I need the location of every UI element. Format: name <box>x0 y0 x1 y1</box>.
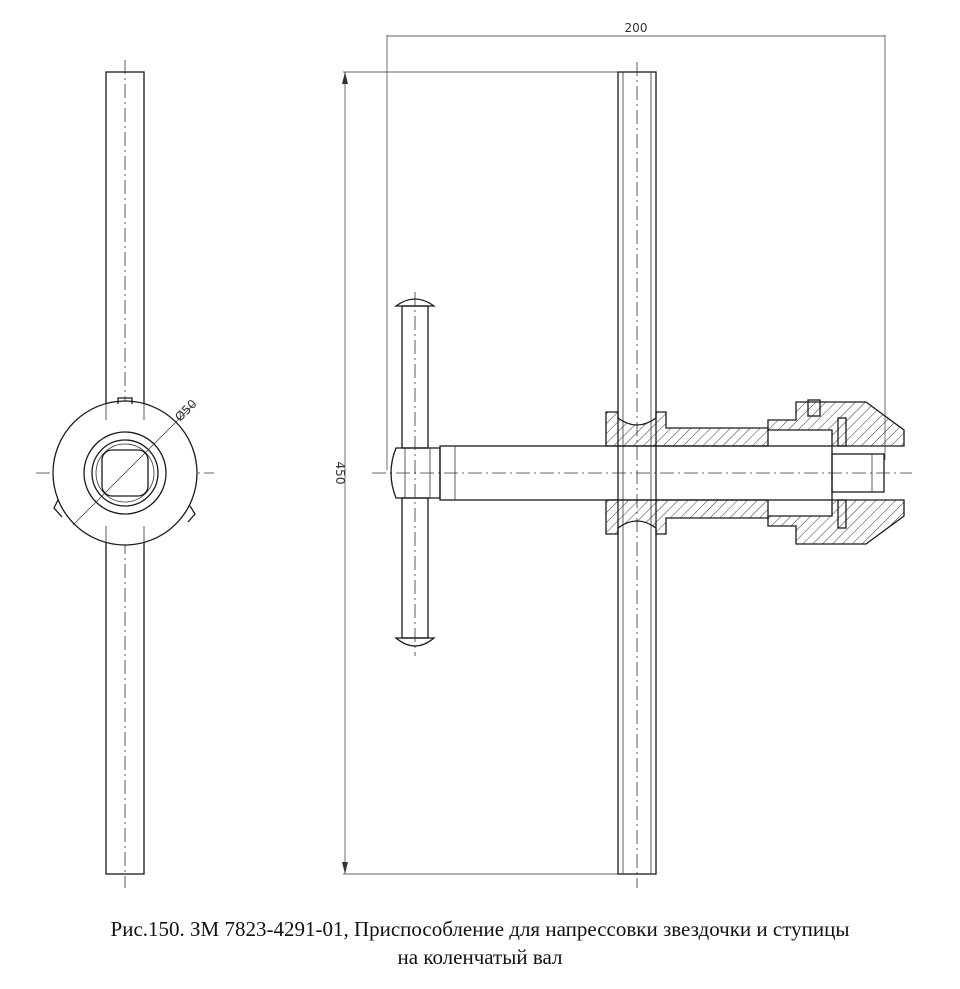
dimension-200-label: 200 <box>624 21 648 35</box>
figure-caption-line-2: на коленчатый вал <box>397 945 563 969</box>
side-view-right-boss <box>188 506 195 522</box>
diameter-label: Ø50 <box>172 396 200 425</box>
nut-upper-section <box>768 402 904 446</box>
main-view <box>333 21 912 888</box>
nut-lower-section <box>768 500 904 544</box>
figure-caption-line-1: Рис.150. ЗМ 7823-4291-01, Приспособление для напрессовки звездочки и ступицы <box>110 917 850 941</box>
hub-lower-section <box>606 500 768 534</box>
side-view <box>36 60 214 888</box>
dimension-450-label: 450 <box>333 461 347 485</box>
hub-upper-section <box>606 412 768 446</box>
